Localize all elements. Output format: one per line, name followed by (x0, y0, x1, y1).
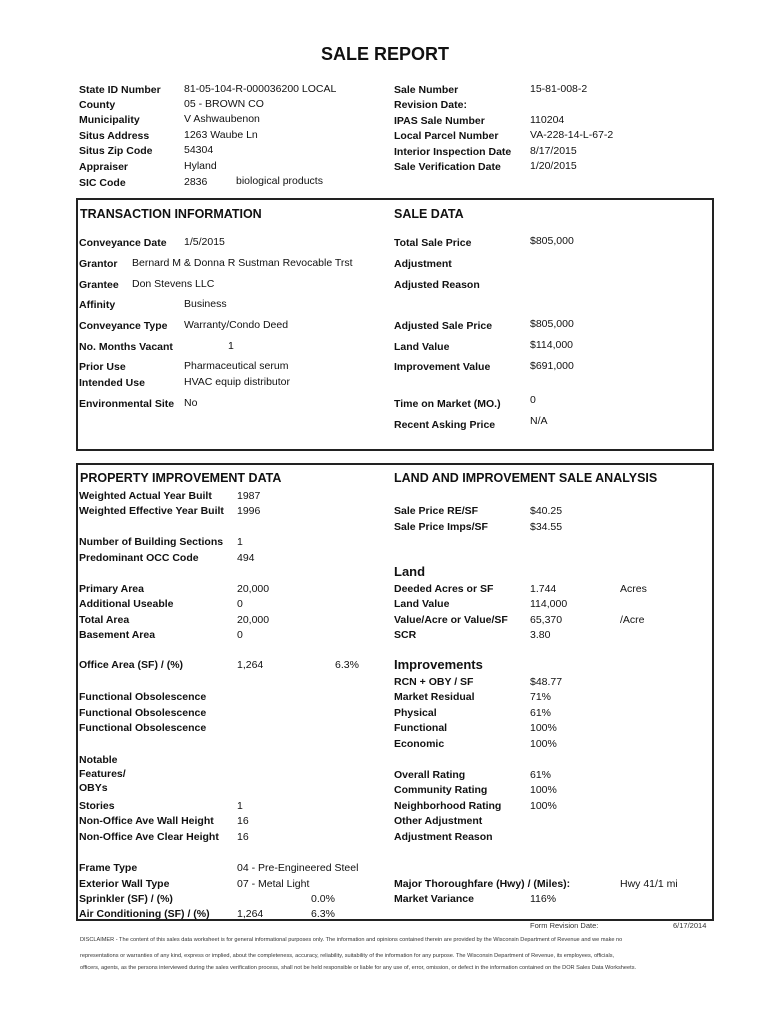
grantee-label: Grantee (79, 279, 119, 291)
overall-rating-value: 61% (530, 769, 552, 781)
sprinkler-label: Sprinkler (SF) / (%) (79, 893, 173, 905)
functional-label: Functional (394, 722, 448, 734)
months-vacant-value: 1 (228, 340, 234, 352)
exterior-wall-label: Exterior Wall Type (79, 878, 170, 890)
air-conditioning-label: Air Conditioning (SF) / (%) (79, 908, 210, 920)
functional-obsolescence-label-3: Functional Obsolescence (79, 722, 207, 734)
value-acre-unit: /Acre (620, 614, 645, 626)
verification-value: 1/20/2015 (530, 160, 577, 172)
appraiser-value: Hyland (184, 160, 217, 172)
other-adjustment-label: Other Adjustment (394, 815, 483, 827)
thoroughfare-label: Major Thoroughfare (Hwy) / (Miles): (394, 878, 571, 890)
price-re-sf-label: Sale Price RE/SF (394, 505, 479, 517)
land-value-label: Land Value (394, 341, 450, 353)
prior-use-label: Prior Use (79, 361, 126, 373)
total-price-value: $805,000 (530, 235, 574, 247)
asking-price-value: N/A (530, 415, 548, 427)
env-site-value: No (184, 397, 198, 409)
market-residual-label: Market Residual (394, 691, 475, 703)
office-area-percent: 6.3% (335, 659, 359, 671)
effective-year-value: 1996 (237, 505, 261, 517)
improvement-value-value: $691,000 (530, 360, 574, 372)
form-revision-date: 6/17/2014 (673, 921, 707, 930)
occ-code-value: 494 (237, 552, 255, 564)
price-imps-sf-value: $34.55 (530, 521, 563, 533)
sale-data-heading: SALE DATA (394, 207, 464, 221)
disclaimer-line-2: representations or warranties of any kind, express or implied, about the completeness, accuracy, reliability, suitability of the information for any purpose. The Wisconsin Department of Revenue, its employees, officials, (80, 953, 615, 959)
revision-date-label: Revision Date: (394, 99, 467, 111)
stories-label: Stories (79, 800, 115, 812)
wall-height-label: Non-Office Ave Wall Height (79, 815, 214, 827)
verification-label: Sale Verification Date (394, 161, 501, 173)
intended-use-value: HVAC equip distributor (184, 376, 291, 388)
situs-address-value: 1263 Waube Ln (184, 129, 258, 141)
affinity-label: Affinity (79, 299, 116, 311)
intended-use-label: Intended Use (79, 377, 145, 389)
disclaimer-line-1: DISCLAIMER - The content of this sales data worksheet is for general informational purposes only. The information and opinions contained therein are provided by the Wisconsin Department of Revenue and we make no (80, 937, 623, 943)
improvement-value-label: Improvement Value (394, 361, 491, 373)
price-re-sf-value: $40.25 (530, 505, 563, 517)
adjusted-price-label: Adjusted Sale Price (394, 320, 493, 332)
time-on-market-label: Time on Market (MO.) (394, 398, 501, 410)
parcel-label: Local Parcel Number (394, 130, 499, 142)
value-acre-value: 65,370 (530, 614, 563, 626)
transaction-heading: TRANSACTION INFORMATION (80, 207, 262, 221)
adjusted-reason-label: Adjusted Reason (394, 279, 480, 291)
air-conditioning-sf: 1,264 (237, 908, 264, 920)
physical-label: Physical (394, 707, 437, 719)
additional-useable-value: 0 (237, 598, 243, 610)
community-rating-value: 100% (530, 784, 557, 796)
disclaimer-line-3: officers, agents, as the persons interviewed during the sales verification process, shall not be held responsible or liable for any use of, error, omission, or defect in the information contained on the DOR Sales Data Worksheets. (80, 965, 637, 971)
rcn-label: RCN + OBY / SF (394, 676, 474, 688)
state-id-label: State ID Number (79, 84, 161, 96)
total-area-label: Total Area (79, 614, 130, 626)
improvements-heading: Improvements (394, 657, 483, 672)
analysis-land-value-label: Land Value (394, 598, 450, 610)
conveyance-type-label: Conveyance Type (79, 320, 168, 332)
actual-year-value: 1987 (237, 490, 261, 502)
prior-use-value: Pharmaceutical serum (184, 360, 289, 372)
community-rating-label: Community Rating (394, 784, 488, 796)
total-area-value: 20,000 (237, 614, 270, 626)
primary-area-value: 20,000 (237, 583, 270, 595)
municipality-value: V Ashwaubenon (184, 113, 260, 125)
conveyance-date-label: Conveyance Date (79, 237, 167, 249)
scr-label: SCR (394, 629, 417, 641)
rcn-value: $48.77 (530, 676, 563, 688)
ipas-label: IPAS Sale Number (394, 115, 485, 127)
sprinkler-percent: 0.0% (311, 893, 335, 905)
neighborhood-rating-value: 100% (530, 800, 557, 812)
overall-rating-label: Overall Rating (394, 769, 466, 781)
exterior-wall-value: 07 - Metal Light (237, 878, 310, 890)
deeded-acres-value: 1.744 (530, 583, 557, 595)
land-heading: Land (394, 564, 426, 579)
building-sections-label: Number of Building Sections (79, 536, 224, 548)
market-variance-value: 116% (530, 893, 557, 905)
office-area-label: Office Area (SF) / (%) (79, 659, 184, 671)
land-value-value: $114,000 (530, 339, 574, 351)
market-variance-label: Market Variance (394, 893, 474, 905)
parcel-value: VA-228-14-L-67-2 (530, 129, 614, 141)
scr-value: 3.80 (530, 629, 551, 641)
inspection-label: Interior Inspection Date (394, 146, 512, 158)
deeded-acres-label: Deeded Acres or SF (394, 583, 494, 595)
affinity-value: Business (184, 298, 227, 310)
conveyance-date-value: 1/5/2015 (184, 236, 225, 248)
analysis-heading: LAND AND IMPROVEMENT SALE ANALYSIS (394, 471, 658, 485)
value-acre-label: Value/Acre or Value/SF (394, 614, 508, 626)
basement-area-label: Basement Area (79, 629, 156, 641)
adjustment-label: Adjustment (394, 258, 452, 270)
economic-label: Economic (394, 738, 445, 750)
clear-height-label: Non-Office Ave Clear Height (79, 831, 219, 843)
primary-area-label: Primary Area (79, 583, 144, 595)
total-price-label: Total Sale Price (394, 237, 472, 249)
basement-area-value: 0 (237, 629, 243, 641)
frame-type-value: 04 - Pre-Engineered Steel (237, 862, 359, 874)
occ-code-label: Predominant OCC Code (79, 552, 199, 564)
adjustment-reason-label: Adjustment Reason (394, 831, 493, 843)
office-area-value: 1,264 (237, 659, 264, 671)
air-conditioning-percent: 6.3% (311, 908, 335, 920)
sale-number-value: 15-81-008-2 (530, 83, 588, 95)
env-site-label: Environmental Site (79, 398, 175, 410)
county-label: County (79, 99, 116, 111)
months-vacant-label: No. Months Vacant (79, 341, 173, 353)
sic-code-value: 2836 (184, 176, 208, 188)
sic-code-label: SIC Code (79, 177, 126, 189)
wall-height-value: 16 (237, 815, 249, 827)
notable-label-2: Features/ (79, 768, 126, 780)
situs-zip-value: 54304 (184, 144, 214, 156)
state-id-value: 81-05-104-R-000036200 LOCAL (184, 83, 337, 95)
additional-useable-label: Additional Useable (79, 598, 174, 610)
form-revision-label: Form Revision Date: (530, 921, 599, 930)
grantor-label: Grantor (79, 258, 118, 270)
clear-height-value: 16 (237, 831, 249, 843)
notable-label-3: OBYs (79, 782, 108, 794)
price-imps-sf-label: Sale Price Imps/SF (394, 521, 488, 533)
sale-number-label: Sale Number (394, 84, 459, 96)
asking-price-label: Recent Asking Price (394, 419, 496, 431)
stories-value: 1 (237, 800, 243, 812)
county-value: 05 - BROWN CO (184, 98, 264, 110)
functional-obsolescence-label-2: Functional Obsolescence (79, 707, 207, 719)
situs-address-label: Situs Address (79, 130, 150, 142)
frame-type-label: Frame Type (79, 862, 138, 874)
grantor-value: Bernard M & Donna R Sustman Revocable Trst (132, 257, 353, 269)
property-heading: PROPERTY IMPROVEMENT DATA (80, 471, 282, 485)
appraiser-label: Appraiser (79, 161, 129, 173)
neighborhood-rating-label: Neighborhood Rating (394, 800, 502, 812)
building-sections-value: 1 (237, 536, 243, 548)
conveyance-type-value: Warranty/Condo Deed (184, 319, 289, 331)
report-title: SALE REPORT (320, 44, 449, 64)
physical-value: 61% (530, 707, 552, 719)
ipas-value: 110204 (530, 114, 565, 126)
deeded-acres-unit: Acres (620, 583, 647, 595)
municipality-label: Municipality (79, 114, 140, 126)
notable-label-1: Notable (79, 754, 118, 766)
time-on-market-value: 0 (530, 394, 536, 406)
functional-obsolescence-label-1: Functional Obsolescence (79, 691, 207, 703)
market-residual-value: 71% (530, 691, 552, 703)
sic-description: biological products (236, 175, 323, 187)
effective-year-label: Weighted Effective Year Built (79, 505, 224, 517)
grantee-value: Don Stevens LLC (132, 278, 215, 290)
functional-value: 100% (530, 722, 557, 734)
analysis-land-value-value: 114,000 (530, 598, 568, 610)
economic-value: 100% (530, 738, 557, 750)
inspection-value: 8/17/2015 (530, 145, 577, 157)
adjusted-price-value: $805,000 (530, 318, 574, 330)
actual-year-label: Weighted Actual Year Built (79, 490, 212, 502)
thoroughfare-value: Hwy 41/1 mi (620, 878, 678, 890)
situs-zip-label: Situs Zip Code (79, 145, 153, 157)
